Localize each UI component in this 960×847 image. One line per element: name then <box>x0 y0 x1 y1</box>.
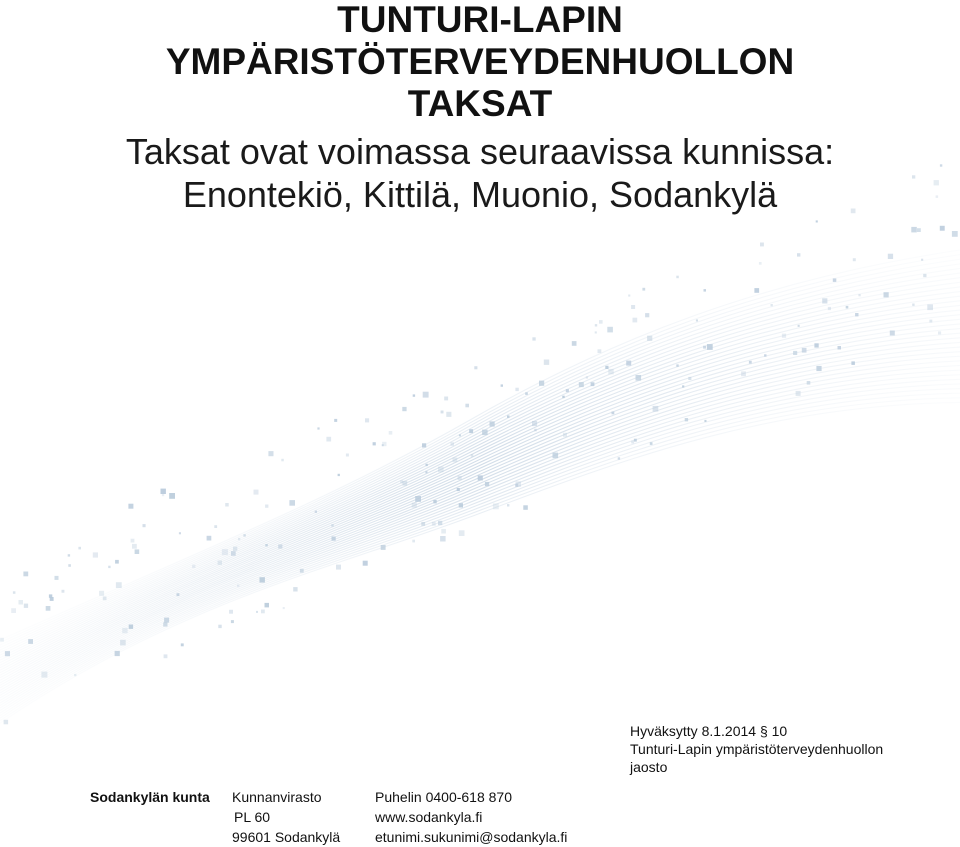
wave-dot <box>108 566 110 568</box>
wave-dot <box>441 411 444 414</box>
wave-line <box>0 389 960 716</box>
wave-dot <box>822 298 827 303</box>
wave-dot <box>207 536 212 541</box>
wave-dot <box>797 253 800 256</box>
wave-dot <box>128 504 133 509</box>
wave-dot <box>122 628 127 633</box>
wave-dot <box>225 503 229 507</box>
wave-line <box>0 278 960 655</box>
wave-dot <box>214 525 217 528</box>
wave-dot <box>952 231 958 237</box>
wave-dot <box>421 522 425 526</box>
wave-dot <box>169 493 175 499</box>
wave-dot <box>163 622 167 626</box>
wave-dot <box>129 625 133 629</box>
wave-dot <box>833 278 837 282</box>
wave-dot <box>23 572 28 577</box>
wave-dot <box>493 503 499 509</box>
contact-email: etunimi.sukunimi@sodankyla.fi <box>375 829 568 845</box>
wave-dot <box>373 442 376 445</box>
wave-dot <box>99 591 104 596</box>
wave-line <box>0 352 960 696</box>
wave-dot <box>103 597 107 601</box>
wave-dot <box>688 377 691 380</box>
wave-dot <box>317 427 319 429</box>
wave-dot <box>626 361 631 366</box>
wave-dot <box>412 503 417 508</box>
wave-dot <box>243 534 245 536</box>
wave-dot <box>595 324 597 326</box>
wave-dot <box>525 392 528 395</box>
wave-dot <box>336 565 341 570</box>
wave-dot <box>760 243 764 247</box>
wave-dot <box>796 391 801 396</box>
wave-dot <box>595 331 597 333</box>
wave-dot <box>457 488 460 491</box>
address-line: Kunnanvirasto <box>232 789 322 805</box>
wave-dot <box>645 313 649 317</box>
wave-dot <box>131 539 135 543</box>
wave-dot <box>633 318 638 323</box>
wave-dot <box>254 490 259 495</box>
wave-dot <box>432 522 436 526</box>
wave-dot <box>238 538 240 540</box>
wave-dot <box>281 459 284 462</box>
wave-dot <box>704 420 706 422</box>
wave-dot <box>11 608 16 613</box>
wave-dot <box>471 454 474 457</box>
wave-dot <box>532 421 537 426</box>
wave-line <box>0 259 960 645</box>
wave-dot <box>474 366 477 369</box>
wave-dot <box>256 611 258 613</box>
wave-dot <box>532 337 535 340</box>
wave-dot <box>754 288 759 293</box>
wave-dot <box>62 590 65 593</box>
wave-dot <box>423 392 429 398</box>
wave-dot <box>334 419 337 422</box>
wave-dot <box>231 551 236 556</box>
wave-dot <box>816 220 818 222</box>
wave-dot <box>233 547 237 551</box>
wave-dot <box>647 336 652 341</box>
wave-dot <box>19 600 24 605</box>
wave-dot <box>24 604 28 608</box>
wave-dot <box>853 258 856 261</box>
wave-dot <box>115 560 119 564</box>
wave-dot <box>793 351 797 355</box>
wave-dot <box>265 505 268 508</box>
wave-dot <box>363 561 368 566</box>
wave-dot <box>422 443 426 447</box>
wave-line <box>0 250 960 640</box>
wave-dot <box>400 480 403 483</box>
wave-dot <box>482 430 488 436</box>
wave-line <box>0 366 960 704</box>
wave-dot <box>598 349 602 353</box>
wave-dot <box>515 484 518 487</box>
wave-dot <box>562 396 564 398</box>
wave-dot <box>425 471 427 473</box>
wave-dot <box>28 639 33 644</box>
wave-dot <box>346 454 349 457</box>
wave-dot <box>927 304 933 310</box>
wave-line <box>0 347 960 693</box>
wave-line <box>0 398 960 721</box>
wave-dot <box>402 407 406 411</box>
wave-dot <box>389 431 393 435</box>
wave-dot <box>4 720 9 725</box>
wave-dot <box>650 442 653 445</box>
wave-dot <box>707 344 713 350</box>
wave-dot <box>612 412 615 415</box>
wave-dot <box>676 276 679 279</box>
wave-dot <box>293 587 297 591</box>
wave-dot <box>838 346 842 350</box>
wave-dot <box>161 489 166 494</box>
wave-dot <box>749 361 752 364</box>
wave-dot <box>465 404 469 408</box>
wave-dot <box>771 304 773 306</box>
wave-dot <box>515 388 518 391</box>
wave-dot <box>917 228 921 232</box>
wave-dot <box>676 364 678 366</box>
wave-dot <box>338 474 340 476</box>
footer-organization: Sodankylän kunta <box>90 789 210 805</box>
wave-dot <box>469 429 473 433</box>
wave-dot <box>278 544 282 548</box>
wave-dot <box>5 651 10 656</box>
wave-dot <box>412 540 415 543</box>
wave-dot <box>490 421 495 426</box>
wave-dot <box>218 625 221 628</box>
wave-line <box>0 384 960 713</box>
wave-dot <box>438 521 442 525</box>
wave-line <box>0 375 960 708</box>
wave-dot <box>289 500 295 506</box>
wave-dot <box>572 341 577 346</box>
wave-dot <box>921 259 923 261</box>
footer-address <box>232 787 340 847</box>
wave-dot <box>46 606 51 611</box>
wave-dot <box>591 382 595 386</box>
wave-dot <box>453 458 458 463</box>
title-line-1: TUNTURI-LAPIN <box>337 0 623 40</box>
wave-dot <box>441 529 446 534</box>
wave-dot <box>912 304 914 306</box>
wave-dot <box>846 306 849 309</box>
wave-dot <box>459 503 463 507</box>
wave-dot <box>222 549 228 555</box>
wave-dot <box>911 227 917 233</box>
wave-dot <box>41 672 47 678</box>
wave-dot <box>807 381 811 385</box>
title-line-3: TAKSAT <box>407 83 553 124</box>
wave-dot <box>265 544 268 547</box>
wave-dot <box>74 674 76 676</box>
wave-dot <box>828 307 831 310</box>
wave-dot <box>534 429 537 432</box>
wave-dot <box>523 505 528 510</box>
wave-dot <box>132 544 137 549</box>
wave-dot <box>618 457 620 459</box>
wave-dot <box>696 319 698 321</box>
wave-dot <box>607 327 613 333</box>
wave-dot <box>682 385 684 387</box>
wave-dot <box>78 547 81 550</box>
wave-dot <box>485 482 489 486</box>
wave-dot <box>326 437 331 442</box>
wave-dot <box>365 418 369 422</box>
wave-dot <box>507 415 510 418</box>
wave-dot <box>181 643 184 646</box>
wave-dot <box>218 561 222 565</box>
wave-dot <box>382 442 386 446</box>
wave-dot <box>884 292 889 297</box>
wave-dot <box>162 494 164 496</box>
wave-dot <box>116 582 122 588</box>
approval-body: Tunturi-Lapin ympäristöterveydenhuollon <box>630 741 884 757</box>
wave-dot <box>93 552 98 557</box>
approval-date: Hyväksytty 8.1.2014 § 10 <box>630 723 788 739</box>
wave-dot <box>315 511 317 513</box>
wave-dot <box>426 464 428 466</box>
wave-dot <box>685 418 688 421</box>
wave-dot <box>507 504 509 506</box>
wave-dot <box>164 618 169 623</box>
wave-dot <box>237 585 239 587</box>
wave-line <box>0 361 960 701</box>
wave-dot <box>260 577 265 582</box>
title-line-2: YMPÄRISTÖTERVEYDENHUOLLON <box>165 41 795 82</box>
wave-dot <box>782 334 786 338</box>
wave-dot <box>628 295 630 297</box>
wave-dot <box>608 369 613 374</box>
wave-dot <box>553 453 559 459</box>
wave-dot <box>68 564 71 567</box>
wave-dot <box>283 607 285 609</box>
address-line: PL 60 <box>234 809 271 825</box>
wave-dot <box>890 331 895 336</box>
wave-dot <box>0 638 4 642</box>
wave-dot <box>444 397 448 401</box>
wave-dot <box>120 640 126 646</box>
wave-dot <box>653 406 659 412</box>
wave-dot <box>814 343 818 347</box>
wave-dot <box>177 593 180 596</box>
wave-dot <box>741 371 746 376</box>
wave-dot <box>433 500 436 503</box>
wave-dot <box>164 654 168 658</box>
wave-dot <box>642 288 645 291</box>
wave-dot <box>478 475 483 480</box>
wave-dot <box>265 603 270 608</box>
wave-dot <box>459 530 465 536</box>
wave-dot <box>115 651 120 656</box>
wave-dot <box>816 366 821 371</box>
wave-dot <box>413 394 415 396</box>
footer-contact <box>375 787 567 847</box>
wave-dot <box>415 496 421 502</box>
wave-dot <box>458 476 462 480</box>
wave-dot <box>599 320 603 324</box>
wave-dot <box>231 620 234 623</box>
wave-dot <box>605 366 608 369</box>
wave-dot <box>631 305 635 309</box>
wave-dot <box>798 325 800 327</box>
wave-dot <box>268 451 273 456</box>
approval-note <box>630 722 955 776</box>
wave-dot <box>49 594 52 597</box>
wave-dot <box>586 376 588 378</box>
wave-dot <box>851 361 855 365</box>
wave-dot <box>703 346 706 349</box>
wave-dot <box>858 294 860 296</box>
wave-dot <box>68 554 70 556</box>
wave-dot <box>229 610 233 614</box>
subtitle-line-2: Enontekiö, Kittilä, Muonio, Sodankylä <box>182 174 778 215</box>
wave-dot <box>802 348 807 353</box>
wave-dot <box>855 313 858 316</box>
wave-dot <box>300 569 304 573</box>
wave-dot <box>501 384 503 386</box>
contact-website: www.sodankyla.fi <box>375 809 483 825</box>
wave-dot <box>381 545 386 550</box>
wave-dot <box>261 610 265 614</box>
wave-dot <box>923 274 926 277</box>
wave-dot <box>446 412 451 417</box>
wave-dot <box>403 481 408 486</box>
wave-dot <box>451 442 455 446</box>
wave-dot <box>563 433 567 437</box>
wave-dot <box>634 439 637 442</box>
wave-dot <box>704 289 707 292</box>
subtitle-line-1: Taksat ovat voimassa seuraavissa kunnissa: <box>125 131 835 172</box>
wave-dot <box>631 441 634 444</box>
wave-dot <box>440 536 446 542</box>
wave-dot <box>55 576 59 580</box>
address-line: 99601 Sodankylä <box>232 829 341 845</box>
wave-dot <box>192 565 195 568</box>
wave-line <box>0 393 960 718</box>
wave-dot <box>938 331 941 334</box>
wave-dot <box>888 254 893 259</box>
wave-dot <box>331 524 333 526</box>
wave-dot <box>438 467 444 473</box>
wave-dot <box>764 354 766 356</box>
wave-dot <box>135 549 140 554</box>
wave-dot <box>459 434 461 436</box>
wave-dot <box>929 320 932 323</box>
wave-dot <box>579 382 584 387</box>
wave-dot <box>332 537 336 541</box>
wave-dot <box>179 532 181 534</box>
wave-dot <box>544 360 549 365</box>
wave-dot <box>13 591 16 594</box>
approval-body-cont: jaosto <box>630 759 668 775</box>
wave-dot <box>566 389 569 392</box>
wave-dot <box>940 226 945 231</box>
wave-dot <box>539 381 544 386</box>
wave-dot <box>636 375 642 381</box>
wave-dot <box>759 262 762 265</box>
wave-dot <box>143 524 146 527</box>
contact-phone: Puhelin 0400-618 870 <box>375 789 513 805</box>
